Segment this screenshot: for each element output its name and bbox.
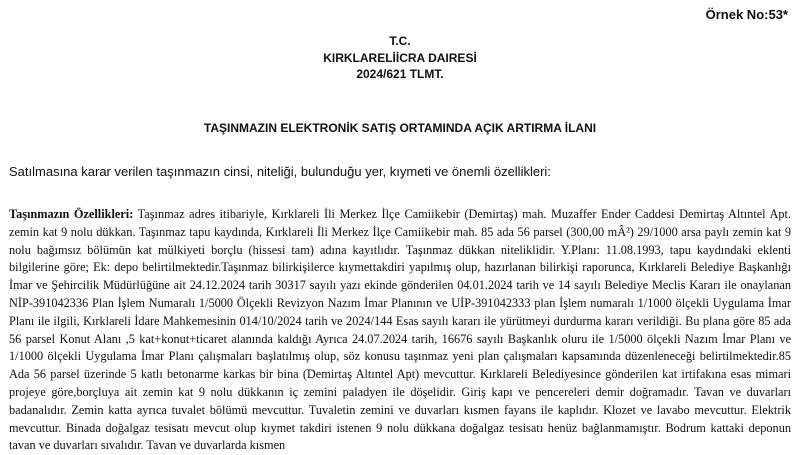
document-title: TAŞINMAZIN ELEKTRONİK SATIŞ ORTAMINDA AÇIK ARTIRMA İLANI: [203, 121, 597, 135]
header-office: KIRKLARELİİCRA DAIRESİ: [323, 50, 477, 65]
property-description: [9, 206, 791, 455]
header-tc: T.C.: [389, 34, 411, 48]
document-header: [0, 33, 800, 83]
sample-number: Örnek No:53*: [705, 7, 788, 22]
property-text: Taşınmaz adres itibariyle, Kırklareli İli Merkez İlçe Camiikebir (Demirtaş) mah. Muzaffer Ender Caddesi Demirtaş Altıntel Apt. zemin kat 9 nolu dükkan. Taşınmaz tapu kaydında, Kırklareli İli Merkez İlçe Camiikebir mah. 85 ada 56 parsel (300,00 mÂ²) 29/1000 arsa paylı zemin kat 9 nolu bağımsız bölümün kat mülkiyeti borçlu (hissesi tam) adına kayıtlıdır. Taşınmaz dükkan niteliklidir. Y.Planı: 11.08.1993, tapu kaydındaki eklenti bilgilerine göre; Ek: depo belirtilmektedir.Taşınmaz bilirkişilerce kıymettakdiri yapılmış olup, hazırlanan bilirkişi raporunca, Kırklareli Belediye Başkanlığı İmar ve Şehircilik Müdürlüğüne ait 24.12.2024 tarih 30317 sayılı yazı ekinde gönderilen 04.01.2024 tarih ve 14 sayılı Belediye Meclis Kararı ile onaylanan NİP-391042336 Plan İşlem Numaralı 1/5000 Ölçekli Revizyon Nazım İmar Planının ve UİP-391042333 plan İşlem numaralı 1/1000 ölçekli Uygulama İmar Planı ile ilgili, Kırklareli İdare Mahkemesinin 014/10/2024 tarih ve 2024/144 Esas sayılı kararı ile yürütmeyi durdurma kararı verildiği. Bu plana göre 85 ada 56 parsel Konut Alanı ,5 kat+konut+ticaret alanında kaldığı Ayrıca 24.07.2024 tarih, 16676 sayılı Başkanlık oluru ile 1/5000 ölçekli Nazım İmar Planı ve 1/1000 ölçekli Uygulama İmar Planı çalışmaları başlatılmış olup, söz konusu taşınmaz yeni plan çalışmaları kapsamında düzenleneceği belirtilmektedir.85 Ada 56 parsel üzerinde 5 katlı betonarme karkas bir bina (Demirtaş Altıntel Apt) mevcuttur. Kırklareli Belediyesince gönderilen kat irtifakına esas mimari projeye göre,borçluya ait zemin kat 9 nolu dükkanın iç zemini paladyen ile döşelidir. Giriş kapı ve pencereleri demir doğramadır. Tavan ve duvarları badanalıdır. Zemin katta ayrıca tuvalet bölümü mevcuttur. Tuvaletin zemini ve duvarları kısmen fayans ile kaplıdır. Klozet ve lavabo mevcuttur. Elektrik mevcuttur. Binada doğalgaz tesisatı mevcut olup kıymet takdiri istenen 9 nolu dükkana doğalgaz tesisatı henüz bağlanmamıştır. Bodrum kattaki deponun tavan ve duvarları sıvalıdır. Tavan ve duvarlarda kısmen: [9, 207, 791, 453]
header-file-number: 2024/621 TLMT.: [356, 67, 444, 81]
intro-text: Satılmasına karar verilen taşınmazın cinsi, niteliği, bulunduğu yer, kıymeti ve önemli özellikleri:: [9, 164, 551, 179]
property-label: Taşınmazın Özellikleri:: [9, 207, 134, 221]
